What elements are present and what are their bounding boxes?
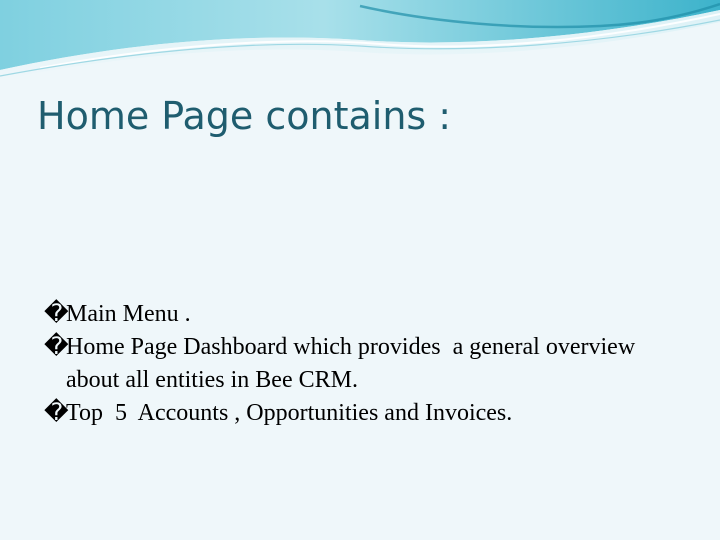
bullet-marker-icon: � [44,334,69,360]
slide-title: Home Page contains : [37,94,452,138]
bullet-marker-icon: � [44,400,69,426]
bullet-marker-icon: � [44,301,69,327]
list-item [44,298,684,331]
list-item [44,397,684,430]
bullet-text: Home Page Dashboard which provides a general overview about all entities in Bee CRM. [66,334,642,393]
bullet-text: Top 5 Accounts , Opportunities and Invoices. [66,400,513,426]
bullet-list [44,298,684,430]
header-wave-decoration [0,0,720,90]
bullet-text: Main Menu . [66,301,191,327]
list-item [44,331,684,397]
